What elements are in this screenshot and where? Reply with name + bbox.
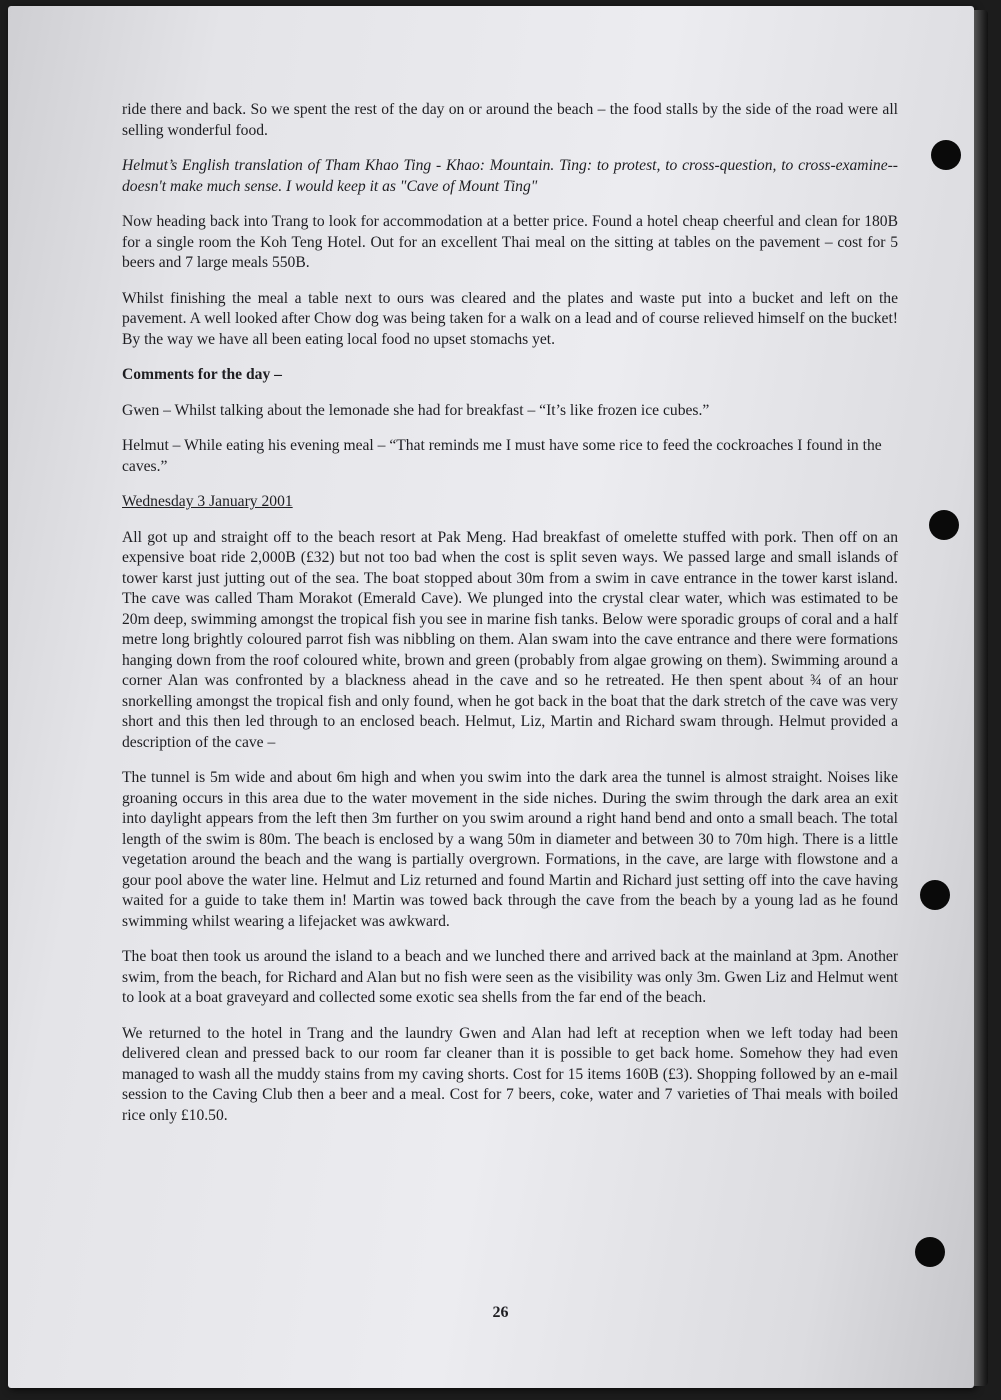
date-heading: Wednesday 3 January 2001 [122,493,293,510]
paragraph-tunnel-description: The tunnel is 5m wide and about 6m high and when you swim into the dark area the tunnel is almost straight. Noises like groaning occurs in this area due to the water movement in the side niches. During the swim through the dark area an exit into daylight appears from the left then 3m further on you swim around a right hand bend and onto a small beach. The total length of the swim is 80m. The beach is enclosed by a wang 50m in diameter and between 30 to 70m high. There is a little vegetation around the beach and the wang is partially overgrown. Formations, in the cave, are large with flowstone and a gour pool above the water line. Helmut and Liz returned and found Martin and Richard just setting off into the cave having waited for a guide to take them in! Martin was towed back through the cave from the beach by a young lad as he found swimming whilst wearing a lifejacket was awkward. [122,769,898,930]
paragraph-helmut-comment: Helmut – While eating his evening meal – “That reminds me I must have some rice to feed the cockroaches I found in the caves.” [122,437,882,475]
page-number: 26 [492,1304,509,1321]
document-body [122,100,898,1141]
punch-hole-3 [920,880,950,910]
paragraph-translation-note: Helmut’s English translation of Tham Khao Ting - Khao: Mountain. Ting: to protest, to cross-question, to cross-examine-- doesn't make much sense. I would keep it as "Cave of Mount Ting" [122,157,898,195]
punch-hole-2 [929,510,959,540]
paragraph-boat-return: The boat then took us around the island to a beach and we lunched there and arrived back at the mainland at 3pm. Another swim, from the beach, for Richard and Alan but no fish were seen as the visibility was only 3m. Gwen Liz and Helmut went to look at a boat graveyard and collected some exotic sea shells from the far end of the beach. [122,948,898,1006]
binder-edge [974,10,988,1386]
punch-hole-4 [915,1237,945,1267]
paragraph-emerald-cave: All got up and straight off to the beach resort at Pak Meng. Had breakfast of omelette stuffed with pork. Then off on an expensive boat ride 2,000B (£32) but not too bad when the cost is split seven ways. We passed large and small islands of tower karst just jutting out of the sea. The boat stopped about 30m from a swim in cave entrance in the tower karst island. The cave was called Tham Morakot (Emerald Cave). We plunged into the crystal clear water, which was estimated to be 20m deep, swimming amongst the tropical fish you see in marine fish tanks. Below were sporadic groups of coral and a half metre long brightly coloured parrot fish was nibbling on them. Alan swam into the cave entrance and there were formations hanging down from the roof coloured white, brown and green (probably from algae growing on them). Swimming around a corner Alan was confronted by a blackness ahead in the cave and so he retreated. He then spent about ¾ of an hour snorkelling amongst the tropical fish and only found, when he got back in the boat that the dark stretch of the cave was very short and this then led through to an enclosed beach. Helmut, Liz, Martin and Richard swam through. Helmut provided a description of the cave – [122,528,898,751]
paragraph-gwen-comment: Gwen – Whilst talking about the lemonade she had for breakfast – “It’s like frozen ice cubes.” [122,401,710,419]
paragraph-chow-dog: Whilst finishing the meal a table next to ours was cleared and the plates and waste put into a bucket and left on the pavement. A well looked after Chow dog was being taken for a walk on a lead and of course relieved himself on the bucket! By the way we have all been eating local food no upset stomachs yet. [122,289,898,348]
comments-heading: Comments for the day – [122,366,282,383]
paragraph-laundry: We returned to the hotel in Trang and the laundry Gwen and Alan had left at reception when we left today had been delivered clean and pressed back to our room far cleaner than it is possible to get back home. Somehow they had even managed to wash all the muddy stains from my caving shorts. Cost for 15 items 160B (£3). Shopping followed by an e-mail session to the Caving Club then a beer and a meal. Cost for 7 beers, coke, water and 7 varieties of Thai meals with boiled rice only £10.50. [122,1024,898,1124]
punch-hole-1 [931,140,961,170]
paragraph-beach-day: ride there and back. So we spent the rest of the day on or around the beach – the food stalls by the side of the road were all selling wonderful food. [122,101,898,139]
paragraph-accommodation: Now heading back into Trang to look for accommodation at a better price. Found a hotel cheap cheerful and clean for 180B for a single room the Koh Teng Hotel. Out for an excellent Thai meal on the sitting at tables on the pavement – cost for 5 beers and 7 large meals 550B. [122,213,898,271]
